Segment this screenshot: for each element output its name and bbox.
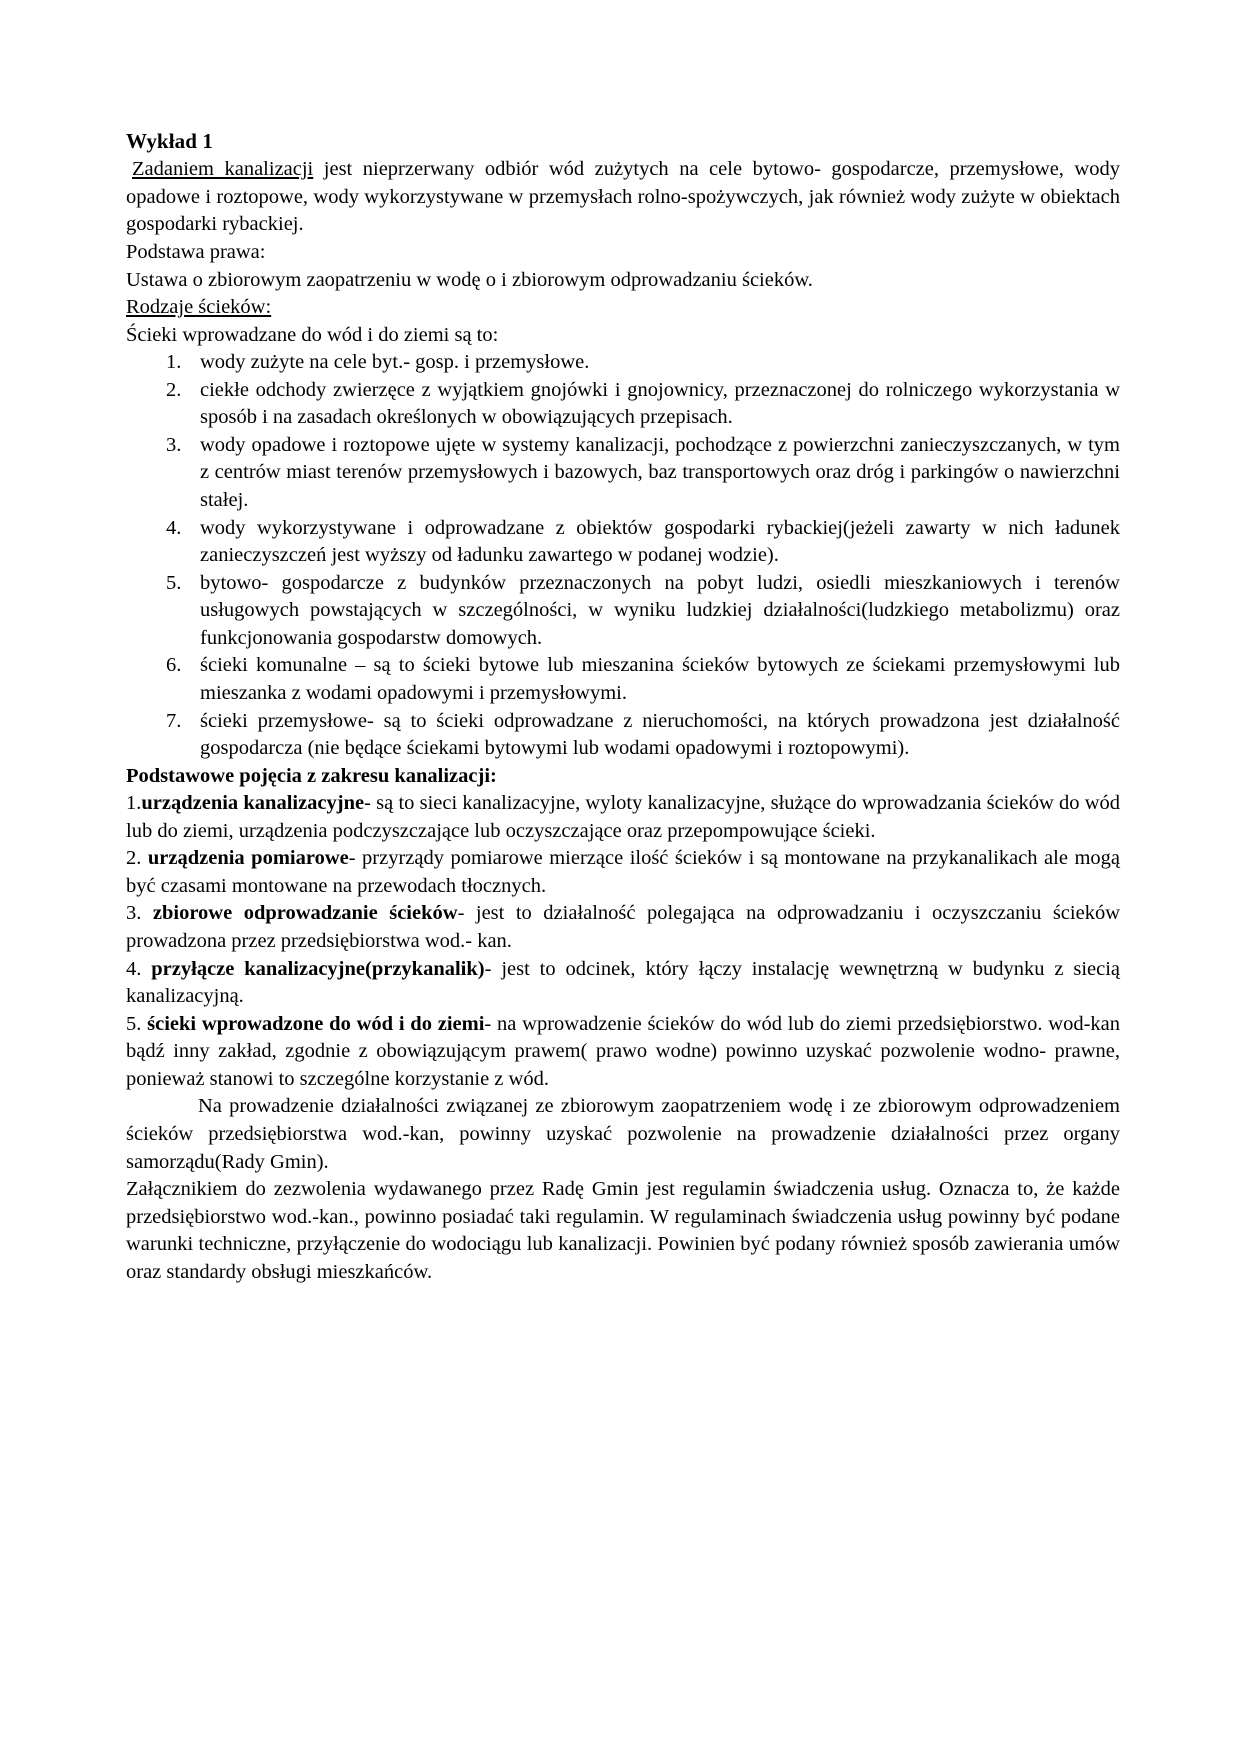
definition-term: urządzenia pomiarowe — [147, 847, 349, 870]
definition-term: zbiorowe odprowadzanie ścieków — [152, 902, 458, 925]
definition-body: - przyrządy pomiarowe mierzące ilość ścieków i są montowane na przykanalikach ale mogą być czasami montowane na przewodach tłocznych. — [126, 847, 1120, 897]
definition-number: 1. — [126, 792, 142, 815]
definition-item — [126, 790, 1120, 845]
definition-number: 5. — [126, 1012, 142, 1035]
definition-item — [126, 900, 1120, 955]
definition-term: przyłącze kanalizacyjne(przykanalik) — [151, 957, 485, 980]
list-item: wody wykorzystywane i odprowadzane z obiektów gospodarki rybackiej(jeżeli zawarty w nich ładunek zanieczyszczeń jest wyższy od ładunku zawartego w podanej wodzie). — [200, 516, 1120, 567]
concept-definitions — [126, 790, 1120, 1093]
list-item: ciekłe odchody zwierzęce z wyjątkiem gnojówki i gnojownicy, przeznaczonej do rolniczego wykorzystania w sposób i na zasadach określonych w obowiązujących przepisach. — [200, 378, 1120, 429]
definition-number: 4. — [126, 957, 142, 980]
closing-paragraph-indented: Na prowadzenie działalności związanej ze zbiorowym zaopatrzeniem wodę i ze zbiorowym odprowadzeniem ścieków przedsiębiorstwa wod.-kan, powinny uzyskać pozwolenie na prowadzenie działalności przez organy samorządu(Rady Gmin). — [126, 1095, 1120, 1173]
definition-item — [126, 1011, 1120, 1094]
legal-basis-label: Podstawa prawa: — [126, 240, 266, 263]
concepts-heading: Podstawowe pojęcia z zakresu kanalizacji: — [126, 764, 497, 787]
list-item: bytowo- gospodarcze z budynków przeznaczonych na pobyt ludzi, osiedli mieszkaniowych i terenów usługowych powstających w szczególności, w wyniku ludzkiej działalności(ludzkiego metabolizmu) oraz funkcjonowania gospodarstw domowych. — [200, 571, 1120, 649]
intro-text: jest nieprzerwany odbiór wód zużytych na cele bytowo- gospodarcze, przemysłowe, wody opadowe i roztopowe, wody wykorzystywane w przemysłach rolno-spożywczych, jak również wody zużyte w obiektach gospodarki rybackiej. — [126, 158, 1120, 236]
closing-paragraph-final: Załącznikiem do zezwolenia wydawanego przez Radę Gmin jest regulamin świadczenia usług. Oznacza to, że każde przedsiębiorstwo wod.-kan., powinno posiadać taki regulamin. W regulaminach świadczenia usług powinny być podane warunki techniczne, przyłączenie do wodociągu lub kanalizacji. Powinien być podany również sposób zawierania umów oraz standardy obsługi mieszkańców. — [126, 1178, 1120, 1283]
definition-term: urządzenia kanalizacyjne — [141, 792, 365, 815]
definition-body: - jest to działalność polegająca na odprowadzaniu i oczyszczaniu ścieków prowadzona przez przedsiębiorstwa wod.- kan. — [126, 902, 1120, 953]
list-item: wody opadowe i roztopowe ujęte w systemy kanalizacji, pochodzące z powierzchni zanieczyszczanych, w tym z centrów miast terenów przemysłowych i bazowych, baz transportowych oraz dróg i parkingów o nawierzchni stałej. — [200, 433, 1120, 512]
list-item: ścieki przemysłowe- są to ścieki odprowadzane z nieruchomości, na których prowadzona jest działalność gospodarcza (nie będące ściekami bytowymi lub wodami opadowymi i roztopowymi). — [200, 709, 1120, 760]
list-item: wody zużyte na cele byt.- gosp. i przemysłowe. — [200, 351, 590, 374]
list-item: ścieki komunalne – są to ścieki bytowe lub mieszanina ścieków bytowych ze ściekami przemysłowymi lub mieszanka z wodami opadowymi i przemysłowymi. — [200, 654, 1120, 704]
definition-term: ścieki wprowadzone do wód i do ziemi — [147, 1012, 485, 1035]
definition-item — [126, 956, 1120, 1011]
sewage-types-list — [126, 349, 1120, 762]
types-intro-line: Ścieki wprowadzane do wód i do ziemi są to: — [126, 323, 499, 346]
legal-basis-text: Ustawa o zbiorowym zaopatrzeniu w wodę o i zbiorowym odprowadzaniu ścieków. — [126, 268, 813, 291]
intro-emphasis: Zadaniem kanalizacji — [132, 158, 314, 181]
document-body — [126, 128, 1120, 1286]
definition-body: - są to sieci kanalizacyjne, wyloty kanalizacyjne, służące do wprowadzania ścieków do wód lub do ziemi, urządzenia podczyszczające lub oczyszczające oraz przepompowujące ścieki. — [126, 792, 1121, 842]
page-title: Wykład 1 — [126, 129, 213, 153]
definition-number: 2. — [126, 847, 142, 870]
definition-item — [126, 845, 1120, 900]
definition-body: - na wprowadzenie ścieków do wód lub do ziemi przedsiębiorstwo. wod-kan bądź inny zakład, zgodnie z obowiązującym prawem( prawo wodne) powinno uzyskać pozwolenie wodno- prawne, ponieważ stanowi to szczególne korzystanie z wód. — [126, 1012, 1120, 1090]
definition-body: - jest to odcinek, który łączy instalację wewnętrzną w budynku z siecią kanalizacyjną. — [126, 957, 1121, 1008]
intro-paragraph — [126, 156, 1120, 239]
types-heading-label: Rodzaje ścieków: — [126, 296, 272, 319]
types-heading — [126, 294, 1120, 322]
definition-number: 3. — [126, 902, 142, 925]
